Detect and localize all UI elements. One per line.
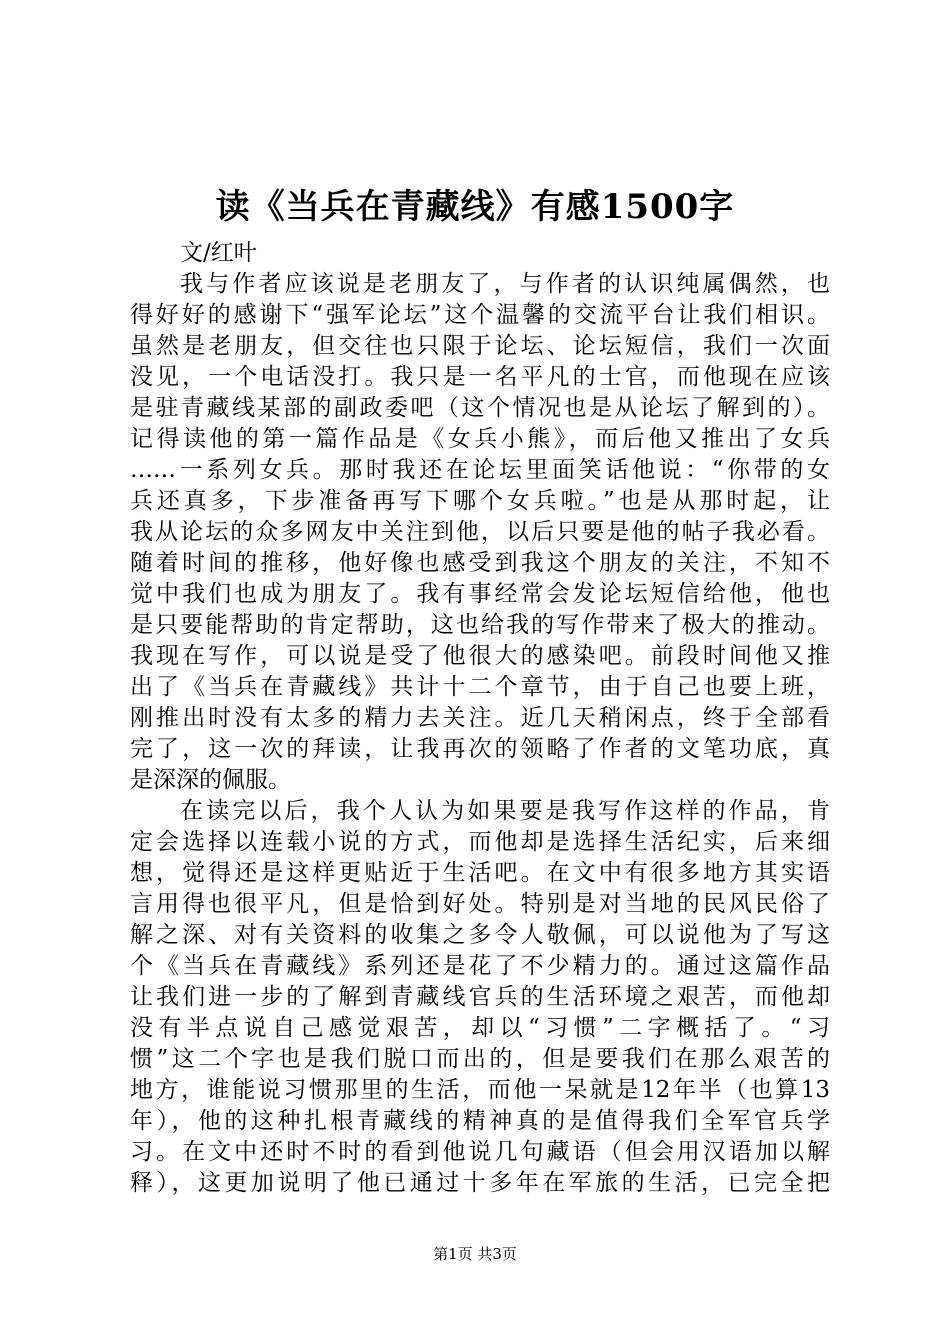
text-line: 年），他的这种扎根青藏线的精神真的是值得我们全军官兵学	[130, 1108, 830, 1134]
text-line: 是深深的佩服。	[130, 767, 291, 793]
text-line: ……一系列女兵。那时我还在论坛里面笑话他说：“你带的女	[130, 457, 830, 483]
text-line: 兵还真多，下步准备再写下哪个女兵啦。”也是从那时起，让	[130, 488, 830, 514]
text-line: 觉中我们也成为朋友了。我有事经常会发论坛短信给他，他也	[130, 581, 830, 607]
text-line: 释），这更加说明了他已通过十多年在军旅的生活，已完全把	[130, 1170, 830, 1196]
document-title: 读《当兵在青藏线》有感1500字	[215, 187, 735, 227]
author-line: 文/红叶	[180, 240, 257, 266]
text-line: 我从论坛的众多网友中关注到他，以后只要是他的帖子我必看。	[130, 519, 830, 545]
text-line: 习。在文中还时不时的看到他说几句藏语（但会用汉语加以解	[130, 1139, 830, 1165]
paragraph	[130, 269, 830, 796]
text-line: 个《当兵在青藏线》系列还是花了不少精力的。通过这篇作品	[130, 953, 830, 979]
page-footer: 第1页 共3页	[433, 1245, 517, 1263]
text-line: 我与作者应该说是老朋友了，与作者的认识纯属偶然，也	[180, 271, 830, 297]
text-line: 想，觉得还是这样更贴近于生活吧。在文中有很多地方其实语	[130, 860, 830, 886]
text-line: 地方，谁能说习惯那里的生活，而他一呆就是12年半（也算13	[130, 1077, 830, 1103]
document-body	[130, 238, 830, 1199]
text-line: 没有半点说自己感觉艰苦，却以“习惯”二字概括了。“习	[130, 1015, 830, 1041]
text-line: 定会选择以连载小说的方式，而他却是选择生活纪实，后来细	[130, 829, 830, 855]
text-line: 记得读他的第一篇作品是《女兵小熊》，而后他又推出了女兵	[130, 426, 830, 452]
text-line: 完了，这一次的拜读，让我再次的领略了作者的文笔功底，真	[130, 736, 830, 762]
text-line: 是驻青藏线某部的副政委吧（这个情况也是从论坛了解到的）。	[130, 395, 830, 421]
text-line: 虽然是老朋友，但交往也只限于论坛、论坛短信，我们一次面	[130, 333, 830, 359]
text-line: 出了《当兵在青藏线》共计十二个章节，由于自己也要上班，	[130, 674, 830, 700]
text-line: 得好好的感谢下“强军论坛”这个温馨的交流平台让我们相识。	[130, 302, 830, 328]
paragraph	[130, 796, 830, 1199]
text-line: 我现在写作，可以说是受了他很大的感染吧。前段时间他又推	[130, 643, 830, 669]
text-line: 刚推出时没有太多的精力去关注。近几天稍闲点，终于全部看	[130, 705, 830, 731]
text-line: 让我们进一步的了解到青藏线官兵的生活环境之艰苦，而他却	[130, 984, 830, 1010]
text-line: 是只要能帮助的肯定帮助，这也给我的写作带来了极大的推动。	[130, 612, 830, 638]
text-line: 没见，一个电话没打。我只是一名平凡的士官，而他现在应该	[130, 364, 830, 390]
text-line: 随着时间的推移，他好像也感受到我这个朋友的关注，不知不	[130, 550, 830, 576]
text-line: 惯”这二个字也是我们脱口而出的，但是要我们在那么艰苦的	[130, 1046, 830, 1072]
paragraphs-container	[130, 269, 830, 1199]
text-line: 言用得也很平凡，但是恰到好处。特别是对当地的民风民俗了	[130, 891, 830, 917]
text-line: 在读完以后，我个人认为如果要是我写作这样的作品，肯	[180, 798, 830, 824]
text-line: 解之深、对有关资料的收集之多令人敬佩，可以说他为了写这	[130, 922, 830, 948]
